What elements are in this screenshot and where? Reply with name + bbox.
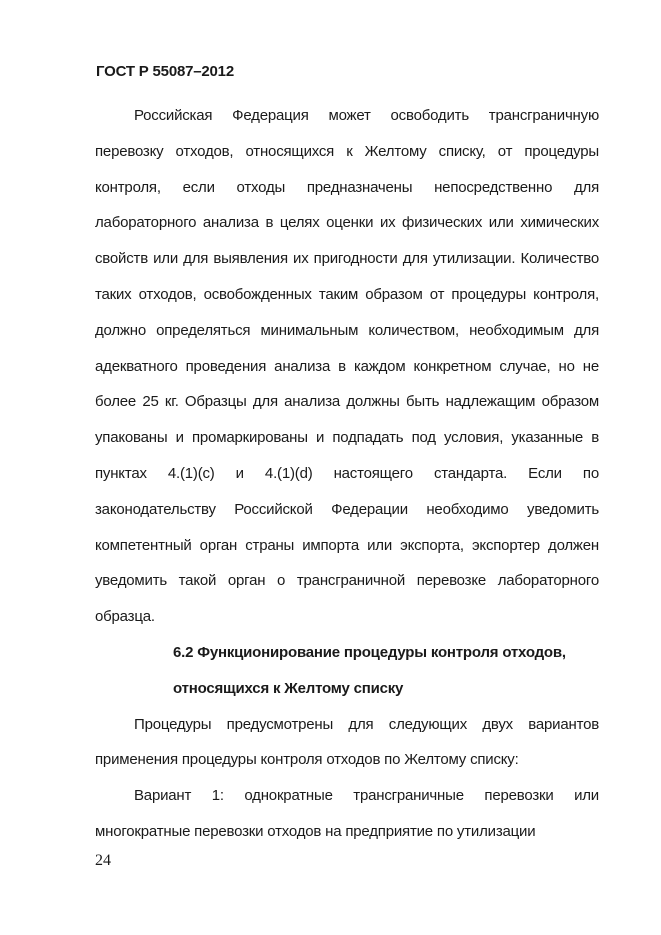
page-number: 24 bbox=[95, 852, 111, 869]
paragraph: Вариант 1: однократные трансграничные перевозки или многократные перевозки отходов на предприятие по утилизации bbox=[95, 787, 599, 840]
document-header: ГОСТ Р 55087–2012 bbox=[96, 63, 234, 80]
section-heading-line-1: 6.2 Функционирование процедуры контроля отходов, bbox=[173, 643, 566, 661]
section-heading-line-2: относящихся к Желтому списку bbox=[173, 679, 404, 697]
paragraph: Процедуры предусмотрены для следующих двух вариантов применения процедуры контроля отходов по Желтому списку: bbox=[95, 715, 599, 769]
document-body bbox=[95, 98, 599, 850]
paragraph: Российская Федерация может освободить трансграничную перевозку отходов, относящихся к Желтому списку, от процедуры контроля, если отходы предназначены непосредственно для лабораторного анализа в целях оценки их физических или химических свойств или для выявления их пригодности для утилизации. Количество таких отходов, освобожденных таким образом от процедуры контроля, должно определяться минимальным количеством, необходимым для адекватного проведения анализа в каждом конкретном случае, но не более 25 кг. Образцы для анализа должны быть надлежащим образом упакованы и промаркированы и подпадать под условия, указанные в пунктах 4.(1)(c) и 4.(1)(d) настоящего стандарта. Если по законодательству Российской Федерации необходимо уведомить компетентный орган страны импорта или экспорта, экспортер должен уведомить такой орган о трансграничной перевозке лабораторного образца. bbox=[95, 107, 599, 626]
